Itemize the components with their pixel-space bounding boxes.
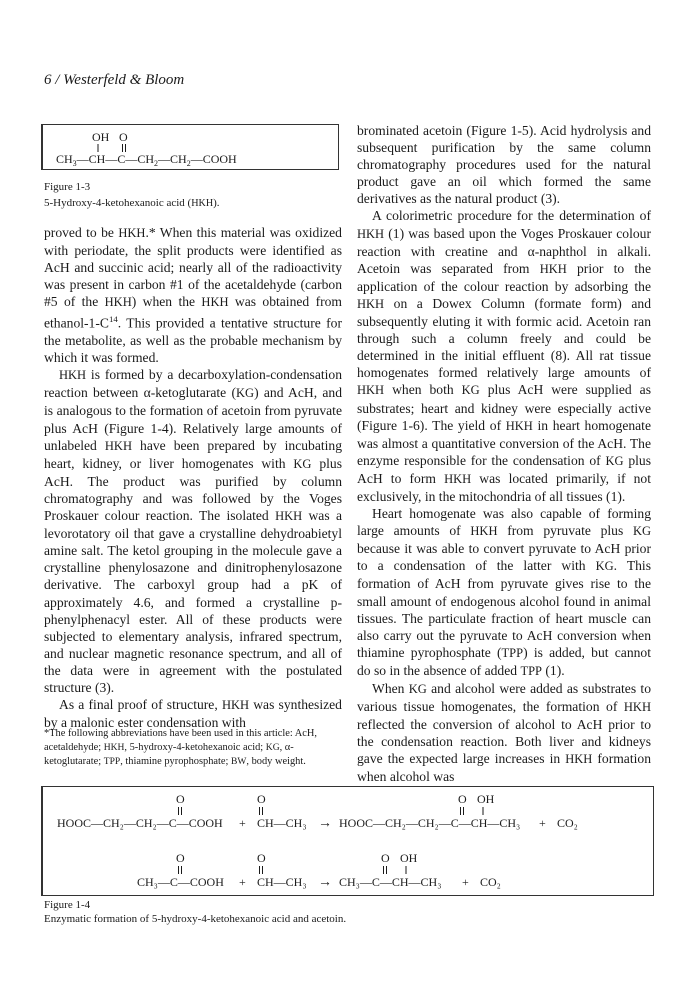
right-column [357,122,651,786]
right-paragraph-1: brominated acetoin (Figure 1-5). Acid hydrolysis and subsequent purification by the same column chromatography procedures used for the natural product gave an oil which formed the same derivatives as the natural product (3). [357,123,651,207]
abbreviation: BW [231,756,247,767]
abbreviation: TPP [501,645,524,660]
superscript: 14 [108,314,118,325]
figure-1-4-caption: Enzymatic formation of 5-hydroxy-4-ketohexanoic acid and acetoin. [44,913,347,925]
r1-o-3: O [458,792,467,806]
abbreviation: KG [605,453,624,468]
abbreviation: HKH [104,438,132,453]
r1-plus-1: + [239,816,246,830]
left-paragraph-2: HKH is formed by a decarboxylation-condensation reaction between α-ketoglutarate (KG) and AcH, and is analogous to the formation of acetoin from pyruvate plus AcH (Figure 1-4). Relatively large amounts of unlabeled HKH have been prepared by incubating heart, kidney, or liver homogenates with KG plus AcH. The product was purified by column chromatography and was followed by the Voges Proskauer colour reaction. The isolated HKH was a levorotatory oil that gave a crystalline dehydroabietyl amine salt. The ketol grouping in the molecule gave a crystalline phenylosazone and dinitrophenylosazone derivative. The carboxyl group had a pK of approximately 4.6, and formed a crystalline p-phenylphenacyl ester. All of these products were subjected to elementary analysis, infrared spectrum, and nuclear magnetic resonance spectrum, and all of the data were in agreement with the postulated structure (3). [44,367,342,695]
right-paragraph-2: A colorimetric procedure for the determination of HKH (1) was based upon the Voges Proskauer colour reaction with creatine and α-naphthol in alkali. Acetoin was separated from HKH prior to the application of the colour reaction by adsorbing the HKH on a Dowex Column (formate form) and subsequently eluting it with formic acid. Acetoin ran through such a column freely and could be determined in the initial effluent (8). All rat tissue homogenates formed relatively large amounts of HKH when both KG plus AcH were supplied as substrates; heart and kidney were especially active (Figure 1-6). The yield of HKH in heart homogenate was almost a quantitative conversion of the AcH. The enzyme responsible for the condensation of KG plus AcH to form HKH was located primarily, if not exclusively, in the mitochondria of all tissues (1). [357,208,651,504]
abbreviation: HKH [623,700,651,715]
r1-o-1: O [176,792,185,806]
formula-chain: $CH_3—CH—C—CH_2—CH_2—COOH$ [56,152,237,168]
r2-arrow: → [318,875,332,890]
reaction-2 [137,851,501,890]
r1-reactant-1: HOOC—CH₂—CH₂—C—COOH [57,816,223,830]
r1-product: HOOC—CH₂—CH₂—C—CH—CH₃ [339,816,521,830]
abbreviation: HKH [118,226,146,240]
abbreviation: HKH [357,296,385,311]
abbreviation: HKH [221,698,250,713]
left-column [44,224,342,731]
running-head: 6 / Westerfeld & Bloom [44,72,185,88]
abbreviation: HKH [103,742,125,753]
r2-plus-2: + [462,875,469,889]
r2-product: CH₃—C—CH—CH₃ [339,875,442,889]
abbreviation: KG [632,524,651,539]
figure-1-4-label: Figure 1-4 [44,899,91,911]
footnote: *The following abbreviations have been used in this article: AcH, acetaldehyde; HKH, 5-hydroxy-4-ketohexanoic acid; KG, α-ketoglutarate; TPP, thiamine pyrophosphate; BW, body weight. [44,728,317,767]
r2-oh: OH [400,851,418,865]
abbreviation: HKH [505,418,533,433]
left-paragraph-1: proved to be HKH.* When this material was oxidized with periodate, the split products were identified as AcH and succinic acid; nearly all of the radioactivity was present in carbon #1 of the acetaldehyde (carbon #5 of the HKH) when the HKH was obtained from ethanol-$1-C^{14}$. This provided a tentative structure for the metabolite, as well as the probable mechanism by which it was formed. [44,225,342,366]
r1-plus-2: + [539,816,546,830]
abbreviation: HKH [201,295,229,310]
abbreviation: HKH [357,383,385,398]
abbreviation: KG [293,456,312,471]
formula-o: O [119,130,128,144]
abbreviation: HKH [565,752,593,767]
r1-o-2: O [257,792,266,806]
formula-oh: OH [92,130,110,144]
r2-byproduct: CO₂ [480,875,501,889]
r2-o-3: O [381,851,390,865]
r1-arrow: → [318,816,332,831]
left-paragraph-3: As a final proof of structure, HKH was synthesized by a malonic ester condensation with [44,697,342,731]
figure-1-3-title: 5-Hydroxy-4-ketohexanoic acid (HKH). [44,197,220,209]
r1-byproduct: CO₂ [557,816,578,830]
abbreviation: HKH [275,509,303,524]
r2-plus-1: + [239,875,246,889]
figure-1-4-reactions [43,787,653,895]
abbreviation: TPP [520,663,542,678]
right-paragraph-3: Heart homogenate was also capable of forming large amounts of HKH from pyruvate plus KG because it was able to convert pyruvate to AcH prior to a condensation of the latter with KG. This formation of AcH from pyruvate gives rise to the small amount of endogenous alcohol found in animal tissues. The particulate fraction of heart muscle can also carry out the pyruvate to AcH conversion when thiamine pyrophosphate (TPP) is added, but cannot do so in the absence of added TPP (1). [357,506,651,678]
abbreviation: KG [236,386,255,401]
figure-1-3-label: Figure 1-3 [44,181,91,193]
abbreviation: KG [408,682,427,696]
abbreviation: KG [461,383,480,398]
r2-o-2: O [257,851,266,865]
reaction-1 [57,792,578,831]
r2-o-1: O [176,851,185,865]
figure-1-4-box [41,786,654,896]
abbreviation: TPP [103,756,121,767]
r1-oh: OH [477,792,495,806]
abbreviation: HKH [357,226,385,241]
abbreviation: HKH [539,261,567,276]
abbreviation: KG [265,742,280,753]
figure-1-3-formula [43,125,338,169]
right-paragraph-4: When KG and alcohol were added as substrates to various tissue homogenates, the formation of HKH reflected the conversion of alcohol to AcH prior to the condensation reaction. Both liver and kidneys gave the expected large increases in HKH formation when alcohol was [357,681,651,785]
r2-reactant-1: CH₃—C—COOH [137,875,224,889]
figure-1-3-box [41,124,339,170]
abbreviation: HKH [59,368,87,383]
r1-reactant-2: CH—CH₃ [257,816,307,830]
abbreviation: HKH [104,295,132,310]
r2-reactant-2: CH—CH₃ [257,875,307,889]
abbreviation: HKH [470,524,498,539]
abbreviation: HKH [444,471,472,486]
figure-1-3-caption [44,179,344,212]
abbreviation: KG [595,559,614,574]
